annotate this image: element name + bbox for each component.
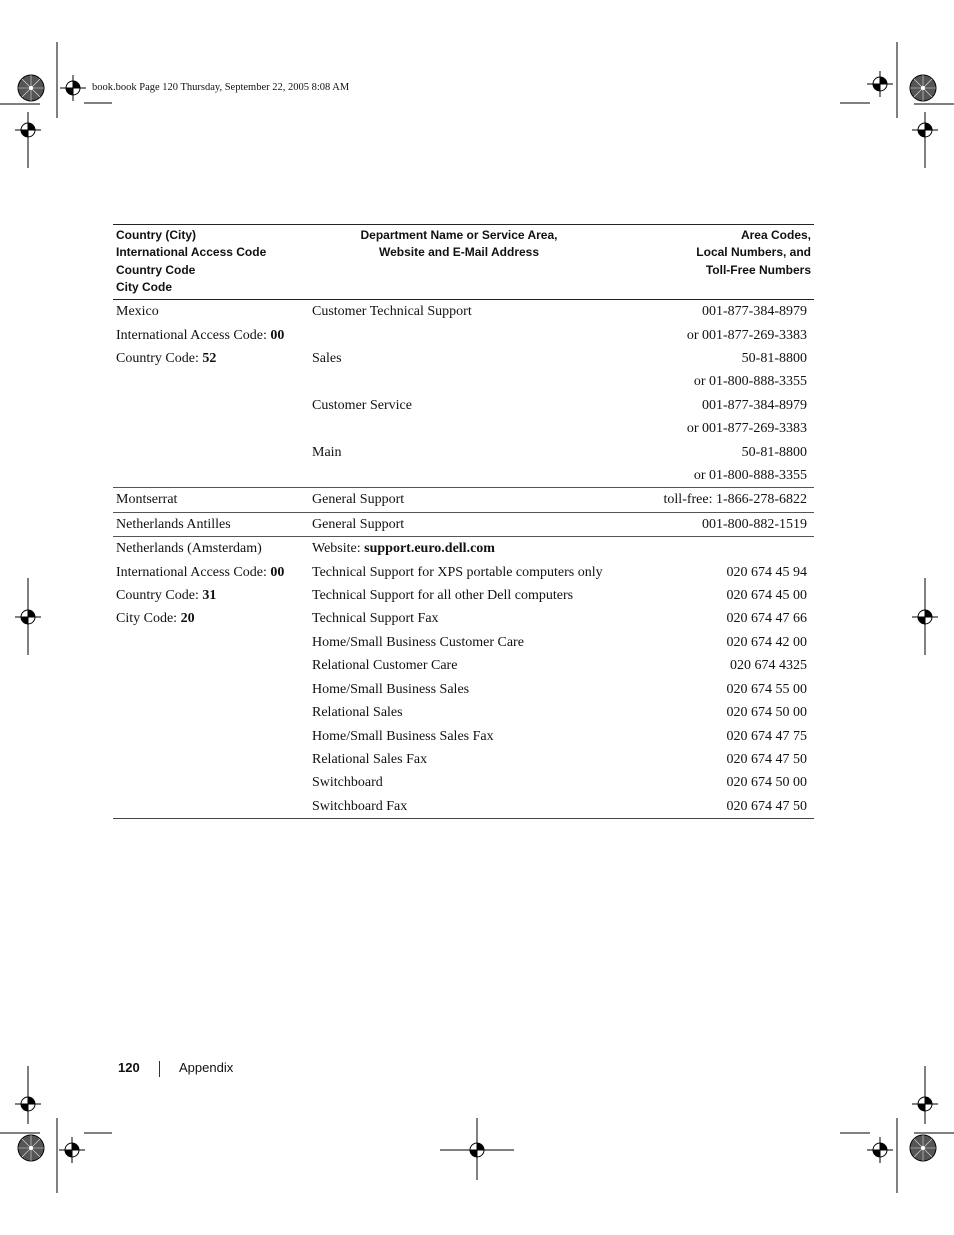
country-cell bbox=[113, 795, 309, 819]
table-row bbox=[113, 347, 814, 370]
country-cell bbox=[113, 347, 309, 370]
footer-section-title: Appendix bbox=[179, 1060, 234, 1075]
department-label: Home/Small Business Sales Fax bbox=[312, 728, 494, 744]
header-line: Website and E-Mail Address bbox=[378, 245, 540, 260]
website-value: support.euro.dell.com bbox=[364, 541, 495, 557]
department-cell bbox=[309, 725, 609, 748]
table-body bbox=[113, 300, 814, 819]
header-numbers bbox=[609, 225, 814, 300]
number-cell bbox=[609, 370, 814, 393]
department-label: Technical Support for XPS portable computers only bbox=[312, 564, 603, 580]
phone-number: 020 674 47 50 bbox=[726, 751, 807, 767]
contact-table bbox=[113, 224, 814, 819]
number-cell bbox=[609, 607, 814, 630]
country-label: Netherlands Antilles bbox=[116, 516, 231, 532]
country-cell bbox=[113, 561, 309, 584]
department-cell bbox=[309, 701, 609, 724]
department-label: Switchboard Fax bbox=[312, 798, 408, 814]
phone-number: 020 674 4325 bbox=[730, 658, 807, 674]
table-row bbox=[113, 324, 814, 347]
phone-number: 020 674 42 00 bbox=[726, 634, 807, 650]
country-code-value: 31 bbox=[202, 588, 217, 604]
table-row bbox=[113, 631, 814, 654]
department-cell bbox=[309, 324, 609, 347]
country-cell bbox=[113, 654, 309, 677]
phone-number: 020 674 47 66 bbox=[726, 611, 807, 627]
department-cell bbox=[309, 748, 609, 771]
page-number: 120 bbox=[118, 1060, 140, 1075]
number-cell bbox=[609, 394, 814, 417]
country-label: Country Code: bbox=[116, 351, 203, 366]
header-line: Area Codes, bbox=[740, 228, 811, 242]
department-cell bbox=[309, 561, 609, 584]
phone-number: 020 674 45 94 bbox=[726, 564, 807, 580]
country-code-value: 00 bbox=[270, 564, 285, 580]
phone-number: 50-81-8800 bbox=[741, 351, 807, 366]
department-label: Home/Small Business Customer Care bbox=[312, 634, 524, 650]
number-cell bbox=[609, 725, 814, 748]
table-header-row bbox=[113, 225, 814, 300]
header-country bbox=[113, 225, 309, 300]
department-cell bbox=[309, 347, 609, 370]
country-code-value: 00 bbox=[270, 327, 285, 343]
country-cell bbox=[113, 701, 309, 724]
phone-number: 020 674 47 50 bbox=[726, 798, 807, 814]
country-label: Netherlands (Amsterdam) bbox=[116, 541, 262, 557]
table-row bbox=[113, 394, 814, 417]
number-cell bbox=[609, 654, 814, 677]
phone-number: 020 674 55 00 bbox=[726, 681, 807, 697]
phone-number: 50-81-8800 bbox=[741, 444, 807, 460]
department-label: Customer Service bbox=[312, 397, 412, 413]
table-row bbox=[113, 748, 814, 771]
department-cell bbox=[309, 678, 609, 701]
department-label: Switchboard bbox=[312, 775, 383, 791]
country-cell bbox=[113, 748, 309, 771]
number-cell bbox=[609, 537, 814, 561]
department-label: Home/Small Business Sales bbox=[312, 681, 470, 697]
number-cell bbox=[609, 701, 814, 724]
country-cell bbox=[113, 725, 309, 748]
number-cell bbox=[609, 441, 814, 464]
phone-number: 001-877-384-8979 bbox=[702, 397, 807, 413]
department-cell bbox=[309, 607, 609, 630]
phone-number: 001-800-882-1519 bbox=[702, 516, 807, 532]
country-label: International Access Code: bbox=[116, 327, 271, 343]
department-label: Relational Sales Fax bbox=[312, 751, 428, 767]
number-cell bbox=[609, 464, 814, 488]
department-label: Sales bbox=[312, 351, 342, 366]
number-cell bbox=[609, 584, 814, 607]
country-cell bbox=[113, 584, 309, 607]
footer-divider bbox=[159, 1061, 160, 1077]
country-cell bbox=[113, 370, 309, 393]
table-row bbox=[113, 464, 814, 488]
department-label: Technical Support Fax bbox=[312, 611, 439, 627]
table-row bbox=[113, 441, 814, 464]
country-code-value: 52 bbox=[202, 351, 217, 366]
header-line: Country (City) bbox=[116, 228, 196, 242]
header-line: Country Code bbox=[116, 262, 196, 277]
department-label: Customer Technical Support bbox=[312, 304, 472, 320]
department-label: General Support bbox=[312, 516, 405, 532]
table-row bbox=[113, 725, 814, 748]
department-cell bbox=[309, 631, 609, 654]
country-cell bbox=[113, 394, 309, 417]
number-cell bbox=[609, 631, 814, 654]
phone-number: or 001-877-269-3383 bbox=[686, 327, 807, 343]
country-cell bbox=[113, 631, 309, 654]
department-cell bbox=[309, 300, 609, 324]
country-label: City Code: bbox=[116, 611, 181, 627]
department-cell bbox=[309, 584, 609, 607]
number-cell bbox=[609, 417, 814, 440]
country-cell bbox=[113, 678, 309, 701]
department-label: Website: bbox=[312, 541, 365, 557]
phone-number: 020 674 47 75 bbox=[726, 728, 807, 744]
phone-number: or 01-800-888-3355 bbox=[693, 374, 807, 390]
table-row bbox=[113, 488, 814, 512]
country-cell bbox=[113, 441, 309, 464]
table-row bbox=[113, 678, 814, 701]
department-cell bbox=[309, 441, 609, 464]
country-code-value: 20 bbox=[180, 611, 195, 627]
country-label: Montserrat bbox=[116, 492, 178, 508]
country-cell bbox=[113, 771, 309, 794]
country-cell bbox=[113, 417, 309, 440]
number-cell bbox=[609, 512, 814, 536]
number-cell bbox=[609, 795, 814, 819]
number-cell bbox=[609, 300, 814, 324]
table-row bbox=[113, 795, 814, 819]
header-line: Toll-Free Numbers bbox=[705, 262, 811, 277]
table-row bbox=[113, 701, 814, 724]
department-cell bbox=[309, 370, 609, 393]
number-cell bbox=[609, 324, 814, 347]
table-row bbox=[113, 512, 814, 536]
department-cell bbox=[309, 417, 609, 440]
number-cell bbox=[609, 771, 814, 794]
table-row bbox=[113, 771, 814, 794]
department-label: Relational Sales bbox=[312, 705, 403, 721]
country-cell bbox=[113, 488, 309, 512]
country-cell bbox=[113, 464, 309, 488]
table-row bbox=[113, 300, 814, 324]
country-label: Country Code: bbox=[116, 588, 203, 604]
department-cell bbox=[309, 537, 609, 561]
header-line: City Code bbox=[116, 279, 173, 294]
department-label: General Support bbox=[312, 492, 405, 508]
header-department bbox=[309, 225, 609, 300]
department-cell bbox=[309, 488, 609, 512]
phone-number: 020 674 50 00 bbox=[726, 775, 807, 791]
table-row bbox=[113, 654, 814, 677]
department-cell bbox=[309, 394, 609, 417]
department-label: Main bbox=[312, 444, 342, 460]
department-label: Relational Customer Care bbox=[312, 658, 458, 674]
table-row bbox=[113, 370, 814, 393]
department-cell bbox=[309, 464, 609, 488]
header-line: Local Numbers, and bbox=[696, 245, 811, 260]
department-cell bbox=[309, 654, 609, 677]
country-label: International Access Code: bbox=[116, 564, 271, 580]
phone-number: 001-877-384-8979 bbox=[702, 304, 807, 320]
phone-number: or 01-800-888-3355 bbox=[693, 468, 807, 484]
department-label: Technical Support for all other Dell computers bbox=[312, 588, 574, 604]
country-cell bbox=[113, 300, 309, 324]
header-line: Department Name or Service Area, bbox=[360, 228, 558, 242]
country-cell bbox=[113, 512, 309, 536]
table-row bbox=[113, 417, 814, 440]
page-footer bbox=[118, 1060, 234, 1075]
department-cell bbox=[309, 795, 609, 819]
country-cell bbox=[113, 324, 309, 347]
phone-number: 020 674 50 00 bbox=[726, 705, 807, 721]
phone-number: 020 674 45 00 bbox=[726, 588, 807, 604]
print-header-info: book.book Page 120 Thursday, September 22, 2005 8:08 AM bbox=[92, 82, 350, 93]
header-line: International Access Code bbox=[116, 245, 267, 260]
number-cell bbox=[609, 561, 814, 584]
number-cell bbox=[609, 488, 814, 512]
table-row bbox=[113, 561, 814, 584]
number-cell bbox=[609, 748, 814, 771]
department-cell bbox=[309, 512, 609, 536]
country-cell bbox=[113, 607, 309, 630]
number-cell bbox=[609, 347, 814, 370]
table-row bbox=[113, 584, 814, 607]
phone-number: toll-free: 1-866-278-6822 bbox=[663, 492, 807, 508]
phone-number: or 001-877-269-3383 bbox=[686, 421, 807, 437]
table-row bbox=[113, 537, 814, 561]
country-label: Mexico bbox=[116, 304, 159, 320]
country-cell bbox=[113, 537, 309, 561]
number-cell bbox=[609, 678, 814, 701]
table-row bbox=[113, 607, 814, 630]
department-cell bbox=[309, 771, 609, 794]
